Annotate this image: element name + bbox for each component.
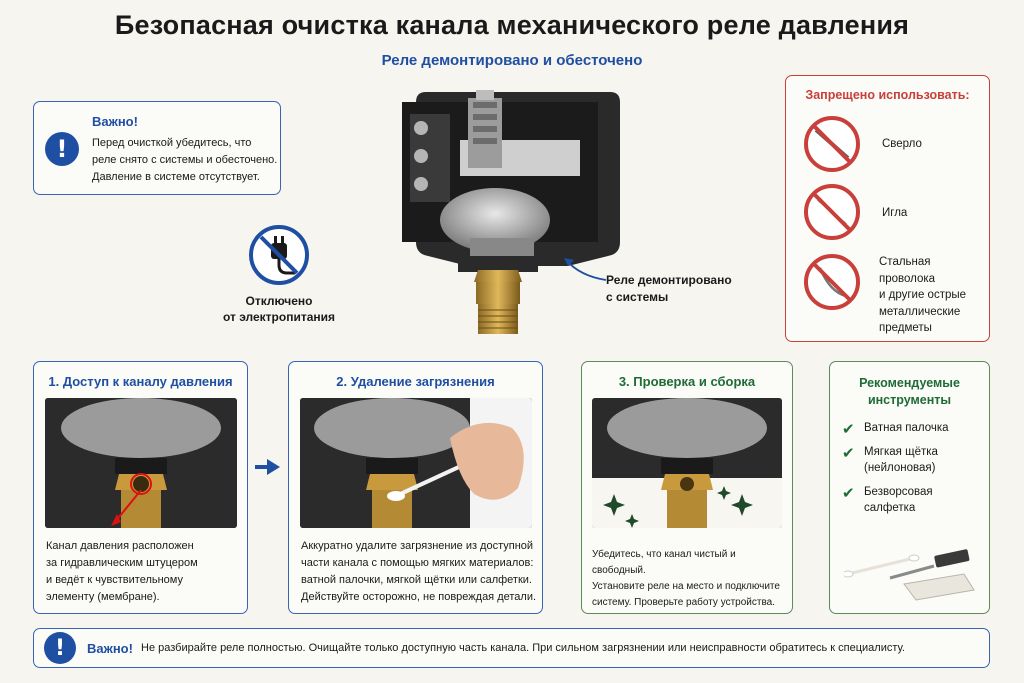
relay-callout-label: Реле демонтировано с системы [606,273,732,304]
important-note-bottom [33,628,990,668]
forbidden-heading: Запрещено использовать: [805,88,970,102]
unplugged-icon [247,223,311,287]
tool-item-brush: ✔ Мягкая щётка (нейлоновая) [842,444,938,474]
step-3-title: 3. Проверка и сборка [618,374,756,389]
step-2-photo [300,398,532,528]
important-bottom-heading: Важно! [87,641,133,656]
check-icon: ✔ [842,420,855,438]
forbidden-wire-label: Стальная проволока и другие острые металлические предметы [879,256,967,334]
step-2-title: 2. Удаление загрязнения [336,374,495,389]
step-card-3 [581,361,793,614]
tools-heading: Рекомендуемые инструменты [859,376,960,407]
exclamation-icon: ! [45,132,79,166]
exclamation-icon: ! [44,632,76,664]
drill-forbidden-icon [802,114,862,174]
forbidden-needle-label: Игла [882,207,908,219]
unplugged-label: Отключено от электропитания [222,294,336,324]
step-1-photo [45,398,237,528]
forbidden-tools-box [785,75,990,342]
step-1-text: Канал давления расположен за гидравлическим штуцером и ведёт к чувствительному элементу (мембране). [46,540,198,603]
recommended-tools-box [829,361,990,614]
step-card-1 [33,361,248,614]
step-2-text: Аккуратно удалите загрязнение из доступной части канала с помощью мягких материалов: ватной палочки, мягкой щётки или салфетки. Действуйте осторожно, не повреждая детали. [301,540,537,603]
step-3-text: Убедитесь, что канал чистый и свободный. Установите реле на место и подключите систему. Проверьте работу устройства. [592,549,780,608]
check-icon: ✔ [842,444,855,462]
step-1-title: 1. Доступ к каналу давления [48,374,233,389]
needle-forbidden-icon [802,182,862,242]
page-subtitle: Реле демонтировано и обесточено [381,52,643,69]
important-text: Перед очисткой убедитесь, что реле снято с системы и обесточено. Давление в системе отсутствует. [92,137,278,183]
pressure-relay-image [370,80,632,342]
forbidden-drill-label: Сверло [882,138,922,150]
tool-item-swab: ✔ Ватная палочка [842,420,949,438]
check-icon: ✔ [842,484,855,502]
callout-arrow-icon [560,254,610,284]
step-card-2 [288,361,543,614]
important-note-top [33,101,281,195]
important-heading: Важно! [92,114,138,129]
arrow-right-icon [255,458,281,476]
wire-forbidden-icon [802,252,862,312]
tools-image [844,544,978,602]
step-3-photo [592,398,782,528]
tool-item-cloth: ✔ Безворсовая салфетка [842,484,933,514]
important-bottom-text: Не разбирайте реле полностью. Очищайте только доступную часть канала. При сильном загрязнении или неисправности обратитесь к специалисту. [141,642,905,654]
page-title: Безопасная очистка канала механического реле давления [114,10,910,40]
